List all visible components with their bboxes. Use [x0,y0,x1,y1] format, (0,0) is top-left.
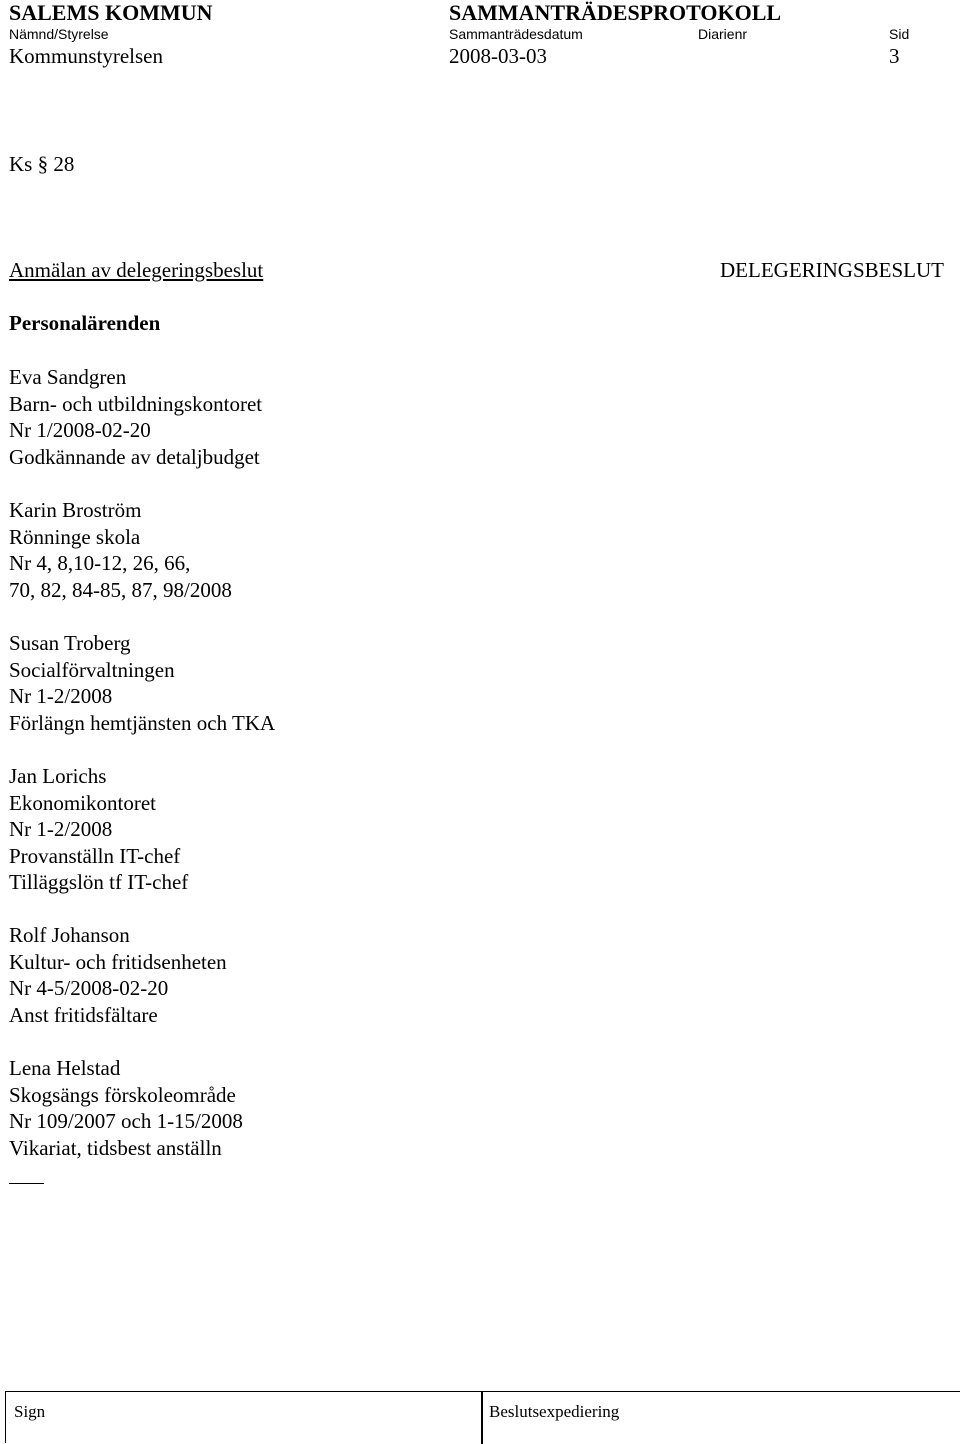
paragraph-prefix: Ks [9,152,33,176]
footer-divider [481,1391,483,1444]
entry-block [9,364,262,470]
label-date: Sammanträdesdatum [449,26,583,42]
entry-number: Nr 1-2/2008 [9,684,113,708]
section-heading: Personalärenden [9,311,161,335]
footer-expedition-label: Beslutsexpediering [489,1402,620,1421]
entry-description: Provanställn IT-chef [9,843,181,868]
entry-unit: Socialförvaltningen [9,657,175,682]
entry-unit: Ekonomikontoret [9,790,156,815]
entry-unit: Rönninge skola [9,524,141,549]
entry-person: Eva Sandgren [9,365,127,389]
entry-block [9,630,275,736]
entry-person: Lena Helstad [9,1056,121,1080]
entry-number: Nr 1-2/2008 [9,817,113,841]
section-sign: § [37,152,49,176]
entry-number: Nr 4, 8,10-12, 26, 66, [9,551,191,575]
entry-description: Anst fritidsfältare [9,1002,158,1027]
entry-person: Karin Broström [9,498,142,522]
org-name: SALEMS KOMMUN [9,0,213,25]
entry-block [9,497,232,603]
paragraph-value: 28 [53,152,75,176]
label-sid: Sid [889,26,910,42]
paragraph-number [9,152,74,177]
value-date: 2008-03-03 [449,44,547,68]
entry-number: Nr 109/2007 och 1-15/2008 [9,1109,243,1133]
entry-person: Rolf Johanson [9,923,130,947]
entry-unit: Skogsängs förskoleområde [9,1082,236,1107]
footer-box [5,1391,960,1443]
label-diarienr: Diarienr [698,26,748,42]
subject-title: Anmälan av delegeringsbeslut [9,258,264,282]
entry-unit: Barn- och utbildningskontoret [9,391,263,416]
entry-number-cont: 70, 82, 84-85, 87, 98/2008 [9,577,232,602]
entry-person: Susan Troberg [9,631,131,655]
entry-description: Vikariat, tidsbest anställn [9,1135,222,1160]
entry-block [9,922,227,1028]
footer-sign-label: Sign [14,1402,46,1421]
value-sid: 3 [889,44,900,68]
entry-number: Nr 1/2008-02-20 [9,418,151,442]
end-of-section-line [9,1183,44,1184]
entry-block [9,1055,243,1161]
entry-description: Godkännande av detaljbudget [9,444,260,469]
entry-unit: Kultur- och fritidsenheten [9,949,227,974]
document-type: SAMMANTRÄDESPROTOKOLL [449,0,782,25]
entry-block [9,763,188,896]
entry-description: Tilläggslön tf IT-chef [9,870,189,894]
entry-number: Nr 4-5/2008-02-20 [9,976,169,1000]
value-body: Kommunstyrelsen [9,44,163,68]
entry-description: Förlängn hemtjänsten och TKA [9,710,276,735]
label-body: Nämnd/Styrelse [9,26,109,42]
subject-category: DELEGERINGSBESLUT [720,258,944,282]
entry-person: Jan Lorichs [9,764,107,788]
